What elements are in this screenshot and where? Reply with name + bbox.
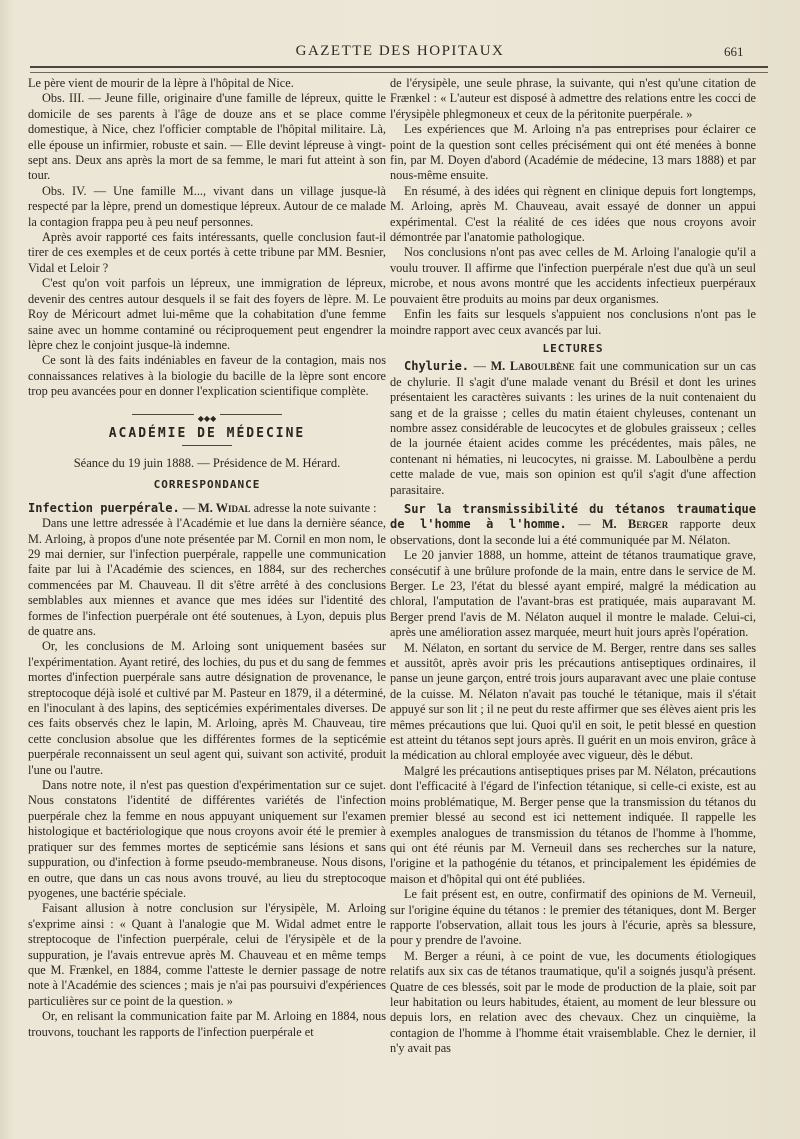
page-number: 661	[724, 44, 744, 59]
section-title: ACADÉMIE DE MÉDECINE	[108, 425, 306, 441]
paragraph: Enfin les faits sur lesquels s'appuient nos conclusions n'ont pas le moindre rapport avec ceux avancés par lui.	[390, 307, 756, 337]
rubric-paragraph: Infection puerpérale. — M. Widal adresse la note suivante :	[28, 500, 377, 515]
paragraph: Or, en relisant la communication faite par M. Arloing en 1884, nous trouvons, touchant les rapports de l'infection puerpérale et	[28, 1009, 386, 1039]
paragraph: Le fait présent est, en outre, confirmatif des opinions de M. Verneuil, sur l'origine équine du tétanos : le premier des tétaniques, dont M. Berger rapporte l'observation, allait tous les jours à l'écurie, après sa blessure, pour y prendre de l'avoine.	[390, 887, 756, 948]
subsection-title: LECTURES	[542, 341, 604, 355]
seance-line: Séance du 19 juin 1888. — Présidence de M. Hérard.	[73, 455, 341, 470]
paragraph: Obs. IV. — Une famille M..., vivant dans un village jusque-là respecté par la lèpre, prend un domestique lépreux. Autour de ce malade la contagion frappa peu à peu neuf personnes.	[28, 183, 386, 229]
paragraph: M. Nélaton, en sortant du service de M. Berger, rentre dans ses salles et aussitôt, après avoir pris les précautions antiseptiques ordinaires, il panse un jeune garçon, entré trois jours auparavant avec une plaie contuse de la cuisse. M. Nélaton n'avait pas touché le tétanique, mais il s'était appuyé sur son lit ; il ne peut du reste affirmer que ses élèves aient pris les mêmes précautions que lui. Quoi qu'il en soit, le petit blessé en question est atteint du tétanos sept jours après. Il guérit en un mois environ, grâce à la médication au chloral employée avec vigueur, dès le début.	[390, 640, 756, 763]
paragraph: Les expériences que M. Arloing n'a pas entreprises pour éclairer ce point de la question sont celles précisément qui ont été menées à bonne fin, par M. Doyen d'abord (Académie de médecine, 13 mars 1888) et par nous-même ensuite.	[390, 122, 756, 183]
paragraph: C'est qu'on voit parfois un lépreux, une immigration de lépreux, devenir des centres autour desquels il se fait des foyers de lèpre. M. Le Roy de Méricourt admet lui-même que la cohabitation d'une femme saine avec un homme contaminé ou réciproquement peut engendrer la lèpre chez le conjoint jusque-là indemne.	[28, 276, 386, 352]
rubric-title: Chylurie.	[404, 359, 470, 374]
paragraph: Or, les conclusions de M. Arloing sont uniquement basées sur l'expérimentation. Ayant retiré, des lochies, du pus et du sang de femmes mortes d'infection puerpérale sans autre désignation de provenance, le streptocoque déjà isolé et cultivé par M. Pasteur en 1879, il a déterminé, en l'inoculant à des lapins, des septicémies expérimentales diverses. De ces faits observés chez le lapin, M. Arloing, après M. Chauveau, tire cette conclusion absolue que les différentes formes de la septicémie puerpérale reconnaissent un seul agent qui, suivant son activité, produit l'une ou l'autre.	[28, 639, 386, 777]
header-rule-thin	[30, 72, 768, 73]
rubric-title: Infection puerpérale.	[28, 500, 180, 515]
paragraph: M. Berger a réuni, à ce point de vue, les documents étiologiques relatifs aux six cas de tétanos traumatique, qu'il a soignés jusqu'à présent. Quatre de ces blessés, soit par le mode de production de la plaie, soit par leur habitation ou leurs habitudes, étaient, au moment de leur blessure ou depuis lors, en relation avec des chevaux. Chez un cinquième, la contagion de l'homme à l'homme était vraisemblable. Chez le dernier, il n'y avait pas	[390, 948, 756, 1056]
paragraph: Malgré les précautions antiseptiques prises par M. Nélaton, précautions dont l'efficacité à l'égard de l'infection tétanique, si celle-ci existe, est au moins problématique, M. Berger pense que la transmission du tétanos du premier blessé au second est ici nettement indiquée. Il rappelle les exemples analogues de transmission du tétanos de l'homme à l'homme, qui ont été réunis par M. Verneuil dans ses recherches sur la nature, l'origine et la pathogénie du tétanos, et principalement les épidémies de maison et d'hôpital qui ont été publiées.	[390, 763, 756, 886]
subsection-title: CORRESPONDANCE	[153, 478, 261, 492]
rubric-text: fait une communication sur un cas de chylurie. Il s'agit d'une malade venant du Brésil et dont les urines présentaient les caractères suivants : les urines de la nuit contenaient du sang et de la graisse ; celles du matin étaient chyleuses, contenant un nombre assez considérable de leucocytes et de globules graisseux ; celles de la journée étaient acides comme les précédentes, mais pâles, ne contenant ni hématies, ni leucocytes, ni graisse. M. Laboulbène a perdu cette malade de vue, mais son opinion est qu'il s'agit d'une affection parasitaire.	[390, 359, 756, 497]
left-column	[28, 76, 386, 1040]
right-column	[390, 76, 756, 1057]
rubric-author: M. Laboulbène	[490, 359, 575, 374]
header-rule	[30, 66, 768, 68]
rubric-text: adresse la note suivante :	[253, 500, 377, 515]
paragraph: Obs. III. — Jeune fille, originaire d'une famille de lépreux, quitte le domicile de ses parents à l'âge de douze ans et se place comme domestique, à Nice, chez l'officier comptable de l'hôpital militaire. Là, elle épouse un infirmier, robuste et sain. — Elle devint lépreuse à vingt-sept ans. Deux ans après la mort de sa femme, le mari fut atteint à son tour.	[28, 91, 386, 183]
rubric-text: rapporte deux observations, dont la seconde lui a été communiquée par M. Nélaton.	[390, 517, 757, 547]
section-rule	[182, 445, 232, 446]
rubric-author: M. Widal	[198, 500, 251, 515]
paragraph: Dans notre note, il n'est pas question d'expérimentation sur ce sujet. Nous constatons l'identité de différentes variétés de l'infection puerpérale chez la femme en nous appuyant uniquement sur l'examen histologique et bactériologique que nous croyons avoir été le premier à pratiquer sur des femmes mortes de septicémie sans lésions et sans suppuration, ou d'infection à forme pseudo-membraneuse. Nous disons, en outre, que dans un cas nous avons trouvé, au lieu du streptocoque pyogenes, une bactérie spéciale.	[28, 778, 386, 900]
paragraph: Ce sont là des faits indéniables en faveur de la contagion, mais nos connaissances relatives à la biologie du bacille de la lèpre sont encore trop peu avancées pour en donner l'explication scientifique complète.	[28, 353, 386, 399]
paragraph: Le père vient de mourir de la lèpre à l'hôpital de Nice.	[28, 76, 294, 90]
paragraph: de l'érysipèle, une seule phrase, la suivante, qui n'est qu'une citation de Frænkel : « L'auteur est disposé à admettre des relations entre les cocci de l'érysipèle phlegmoneux et ceux de la péritonite puerpérale. »	[390, 76, 756, 121]
paragraph: Le 20 janvier 1888, un homme, atteint de tétanos traumatique grave, consécutif à une brûlure profonde de la main, entre dans le service de M. Berger. Le 23, l'état du blessé ayant empiré, malgré la médication au chloral, l'amputation de l'avant-bras est pratiquée, mais auparavant M. Berger prend l'avis de M. Nélaton auquel il montre le malade. Celui-ci, après une amélioration assez marquée, meurt huit jours après l'opération.	[390, 548, 756, 640]
paragraph: Faisant allusion à notre conclusion sur l'érysipèle, M. Arloing s'exprime ainsi : « Quant à l'analogie que M. Widal admet entre le streptocoque de l'infection puerpérale, celui de l'érysipèle et de la suppuration, je l'avais entrevue après M. Chauveau et en même temps que M. Frænkel, en 1884, comme l'atteste le dernier passage de notre note à l'Académie des sciences ; mais je n'ai pas poursuivi d'expériences particulières sur ce point de la question. »	[28, 901, 386, 1008]
rubric-author: M. Berger	[601, 517, 669, 532]
paragraph: Nos conclusions n'ont pas avec celles de M. Arloing l'analogie qu'il a voulu trouver. Il affirme que l'infection puerpérale n'est due qu'à un seul microbe, et nous avons montré que les accidents infectieux puerpéraux pouvaient être produits au moins par deux organismes.	[390, 245, 756, 306]
paragraph: Après avoir rapporté ces faits intéressants, quelle conclusion faut-il tirer de ces exemples et de ceux portés à cette tribune par MM. Besnier, Vidal et Leloir ?	[28, 230, 386, 275]
ornamental-separator: ◆◆◆	[132, 410, 282, 418]
page-header-title: GAZETTE DES HOPITAUX	[295, 43, 505, 59]
rubric-paragraph: Chylurie. — M. Laboulbène fait une communication sur un cas de chylurie. Il s'agit d'une malade venant du Brésil et dont les urines présentaient les caractères suivants : les urines de la nuit contenaient du sang et de la graisse ; celles du matin étaient chyleuses, contenant un nombre assez considérable de leucocytes et de globules graisseux ; celles de la journée étaient acides comme les précédentes, mais pâles, ne contenant ni hématies, ni leucocytes, ni graisse. M. Laboulbène a perdu cette malade de vue, mais son opinion est qu'il s'agit d'une affection parasitaire.	[390, 359, 756, 497]
rubric-paragraph: Sur la transmissibilité du tétanos traumatique de l'homme à l'homme. — M. Berger rapporte deux observations, dont la seconde lui a été communiquée par M. Nélaton.	[390, 501, 757, 547]
paragraph: En résumé, à des idées qui règnent en clinique depuis fort longtemps, M. Arloing, après M. Chauveau, avait essayé de donner un appui expérimental. C'est la réalité de ces idées que nous croyons avoir démontrée par l'anatomie pathologique.	[390, 183, 756, 245]
rubric-title: Sur la transmissibilité du tétanos traumatique de l'homme à l'homme.	[390, 501, 756, 532]
paragraph: Dans une lettre adressée à l'Académie et lue dans la dernière séance, M. Arloing, à propos d'une note présentée par M. Cornil en mon nom, le 29 mai dernier, sur l'infection puerpérale, rappelle une communication faite par lui à l'Académie des sciences, en 1884, sur des recherches commencées par M. Chauveau. Il dit s'être arrêté à des conclusions semblables aux miennes et avance que mes idées sur l'identité des formes de l'infection puerpérale ont été soutenues, à Lyon, depuis plus de quatre ans.	[28, 516, 386, 638]
